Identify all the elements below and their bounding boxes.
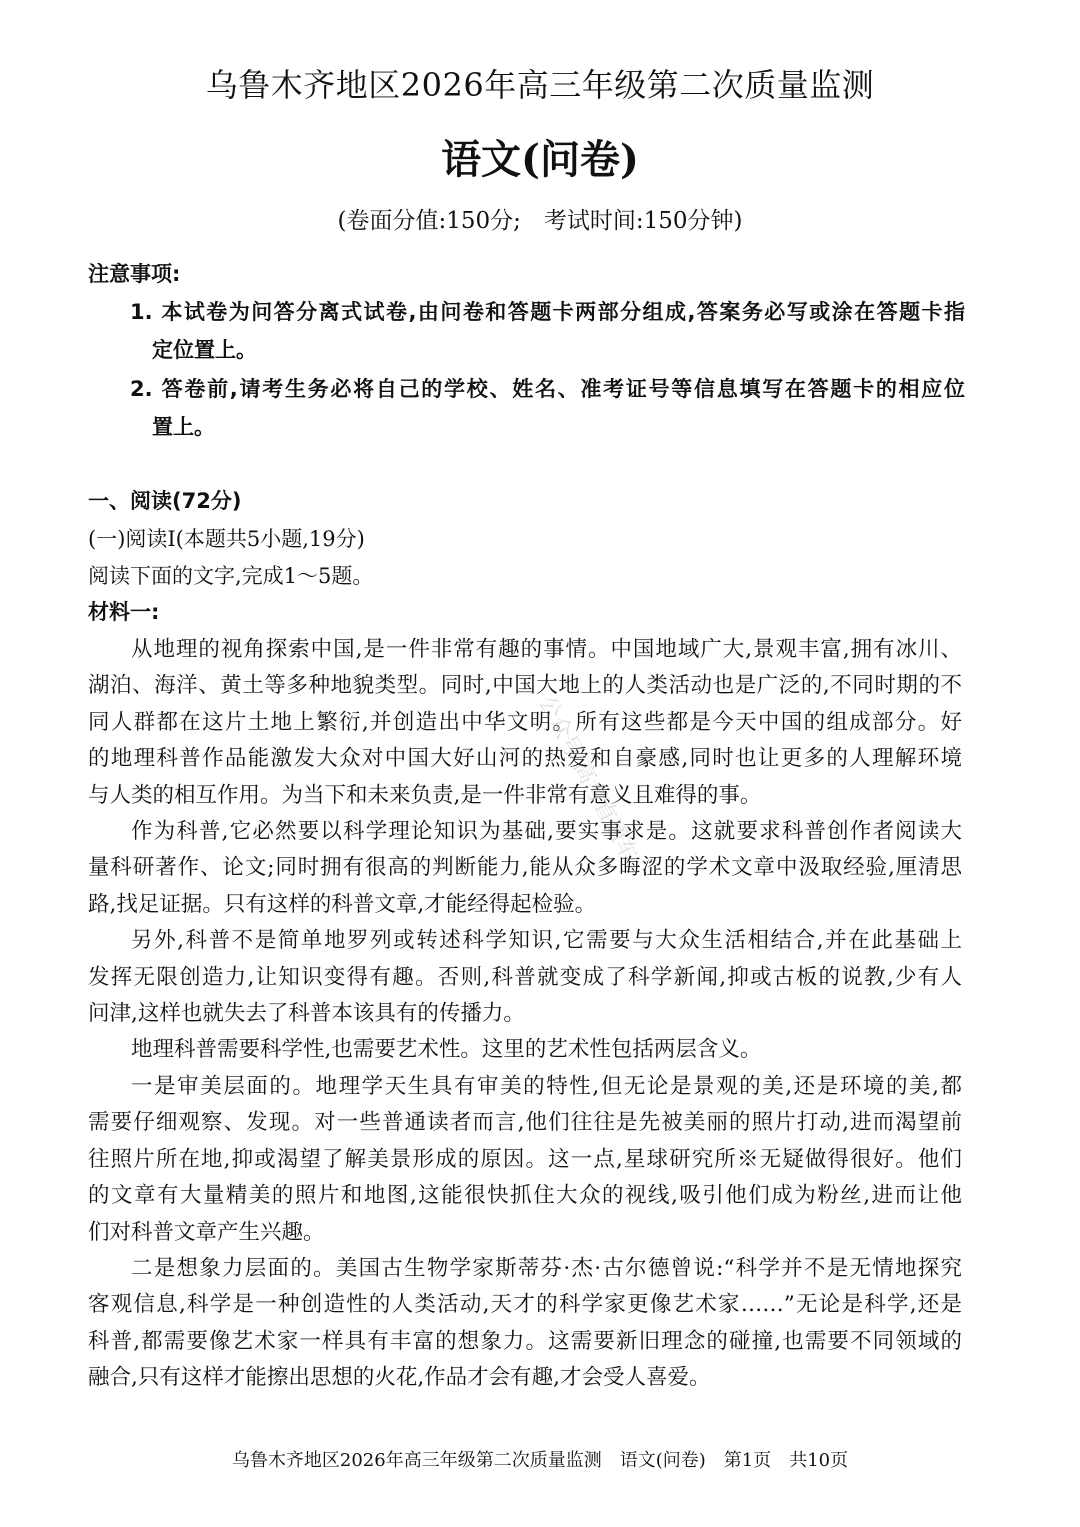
paragraph xyxy=(88,814,962,923)
material-label: 材料一: xyxy=(88,600,160,624)
paragraph-line: 作为科普,它必然要以科学理论知识为基础,要实事求是。这就要求科普创作者阅读大 xyxy=(131,819,962,845)
page-footer: 乌鲁木齐地区2026年高三年级第二次质量监测 语文(问卷) 第1页 共10页 xyxy=(231,1450,849,1471)
note-line: 2. 答卷前,请考生务必将自己的学校、姓名、准考证号等信息填写在答题卡的相应位 xyxy=(130,377,965,401)
paragraph-line: 另外,科普不是简单地罗列或转述科学知识,它需要与大众生活相结合,并在此基础上 xyxy=(131,928,962,954)
paragraph-line: 路,找足证据。只有这样的科普文章,才能经得起检验。 xyxy=(88,891,597,917)
exam-title: 乌鲁木齐地区2026年高三年级第二次质量监测 xyxy=(205,66,875,104)
paragraph-line: 量科研著作、论文;同时拥有很高的判断能力,能从众多晦涩的学术文章中汲取经验,厘清思 xyxy=(88,855,962,881)
paragraph-line: 们对科普文章产生兴趣。 xyxy=(88,1219,325,1245)
paragraph-line: 与人类的相互作用。为当下和未来负责,是一件非常有意义且难得的事。 xyxy=(88,782,762,808)
paragraph-line: 融合,只有这样才能擦出思想的火花,作品才会有趣,才会受人喜爱。 xyxy=(88,1365,711,1391)
note-item-2 xyxy=(130,370,965,446)
paragraph-line: 同人群都在这片土地上繁衍,并创造出中华文明。所有这些都是今天中国的组成部分。好 xyxy=(88,709,962,735)
paragraph-line: 地理科普需要科学性,也需要艺术性。这里的艺术性包括两层含义。 xyxy=(131,1037,762,1063)
paragraph-line: 发挥无限创造力,让知识变得有趣。否则,科普就变成了科学新闻,抑或古板的说教,少有人 xyxy=(88,964,962,990)
paragraph xyxy=(88,1032,962,1068)
watermark: 公众号·高考直通车 xyxy=(533,692,642,866)
note-line: 定位置上。 xyxy=(152,338,257,362)
paragraph xyxy=(88,1069,962,1251)
paragraph-line: 从地理的视角探索中国,是一件非常有趣的事情。中国地域广大,景观丰富,拥有冰川、 xyxy=(131,637,962,662)
section-sub-heading: (一)阅读I(本题共5小题,19分) xyxy=(88,527,365,551)
paragraph-line: 二是想象力层面的。美国古生物学家斯蒂芬·杰·古尔德曾说:“科学并不是无情地探究 xyxy=(131,1255,962,1281)
section-part-heading: 一、阅读(72分) xyxy=(88,489,242,513)
paragraph-line: 的地理科普作品能激发大众对中国大好山河的热爱和自豪感,同时也让更多的人理解环境 xyxy=(88,746,962,772)
paragraph-line: 科普,都需要像艺术家一样具有丰富的想象力。这需要新旧理念的碰撞,也需要不同领域的 xyxy=(88,1328,962,1354)
notes-heading: 注意事项: xyxy=(88,262,181,286)
paragraph-line: 的文章有大量精美的照片和地图,这能很快抓住大众的视线,吸引他们成为粉丝,进而让他 xyxy=(88,1183,962,1209)
paragraph xyxy=(88,1251,962,1397)
paragraph xyxy=(88,923,962,1032)
note-item-1 xyxy=(130,293,965,369)
paragraph-line: 问津,这样也就失去了科普本该具有的传播力。 xyxy=(88,1001,525,1027)
exam-subtitle: 语文(问卷) xyxy=(441,136,639,183)
paragraph-line: 客观信息,科学是一种创造性的人类活动,天才的科学家更像艺术家……”无论是科学,还是 xyxy=(88,1292,962,1318)
score-time-line: (卷面分值:150分; 考试时间:150分钟) xyxy=(337,208,743,234)
section-instruction: 阅读下面的文字,完成1～5题。 xyxy=(88,564,374,588)
note-line: 1. 本试卷为问答分离式试卷,由问卷和答题卡两部分组成,答案务必写或涂在答题卡指 xyxy=(130,300,965,324)
paragraph-line: 往照片所在地,抑或渴望了解美景形成的原因。这一点,星球研究所※无疑做得很好。他们 xyxy=(88,1146,962,1172)
paragraph-line: 一是审美层面的。地理学天生具有审美的特性,但无论是景观的美,还是环境的美,都 xyxy=(131,1073,962,1099)
passage-body xyxy=(88,632,962,1397)
paragraph-line: 需要仔细观察、发现。对一些普通读者而言,他们往往是先被美丽的照片打动,进而渴望前 xyxy=(88,1110,962,1136)
paragraph xyxy=(88,632,962,814)
note-line: 置上。 xyxy=(152,415,215,439)
paragraph-line: 湖泊、海洋、黄土等多种地貌类型。同时,中国大地上的人类活动也是广泛的,不同时期的不 xyxy=(88,673,962,699)
